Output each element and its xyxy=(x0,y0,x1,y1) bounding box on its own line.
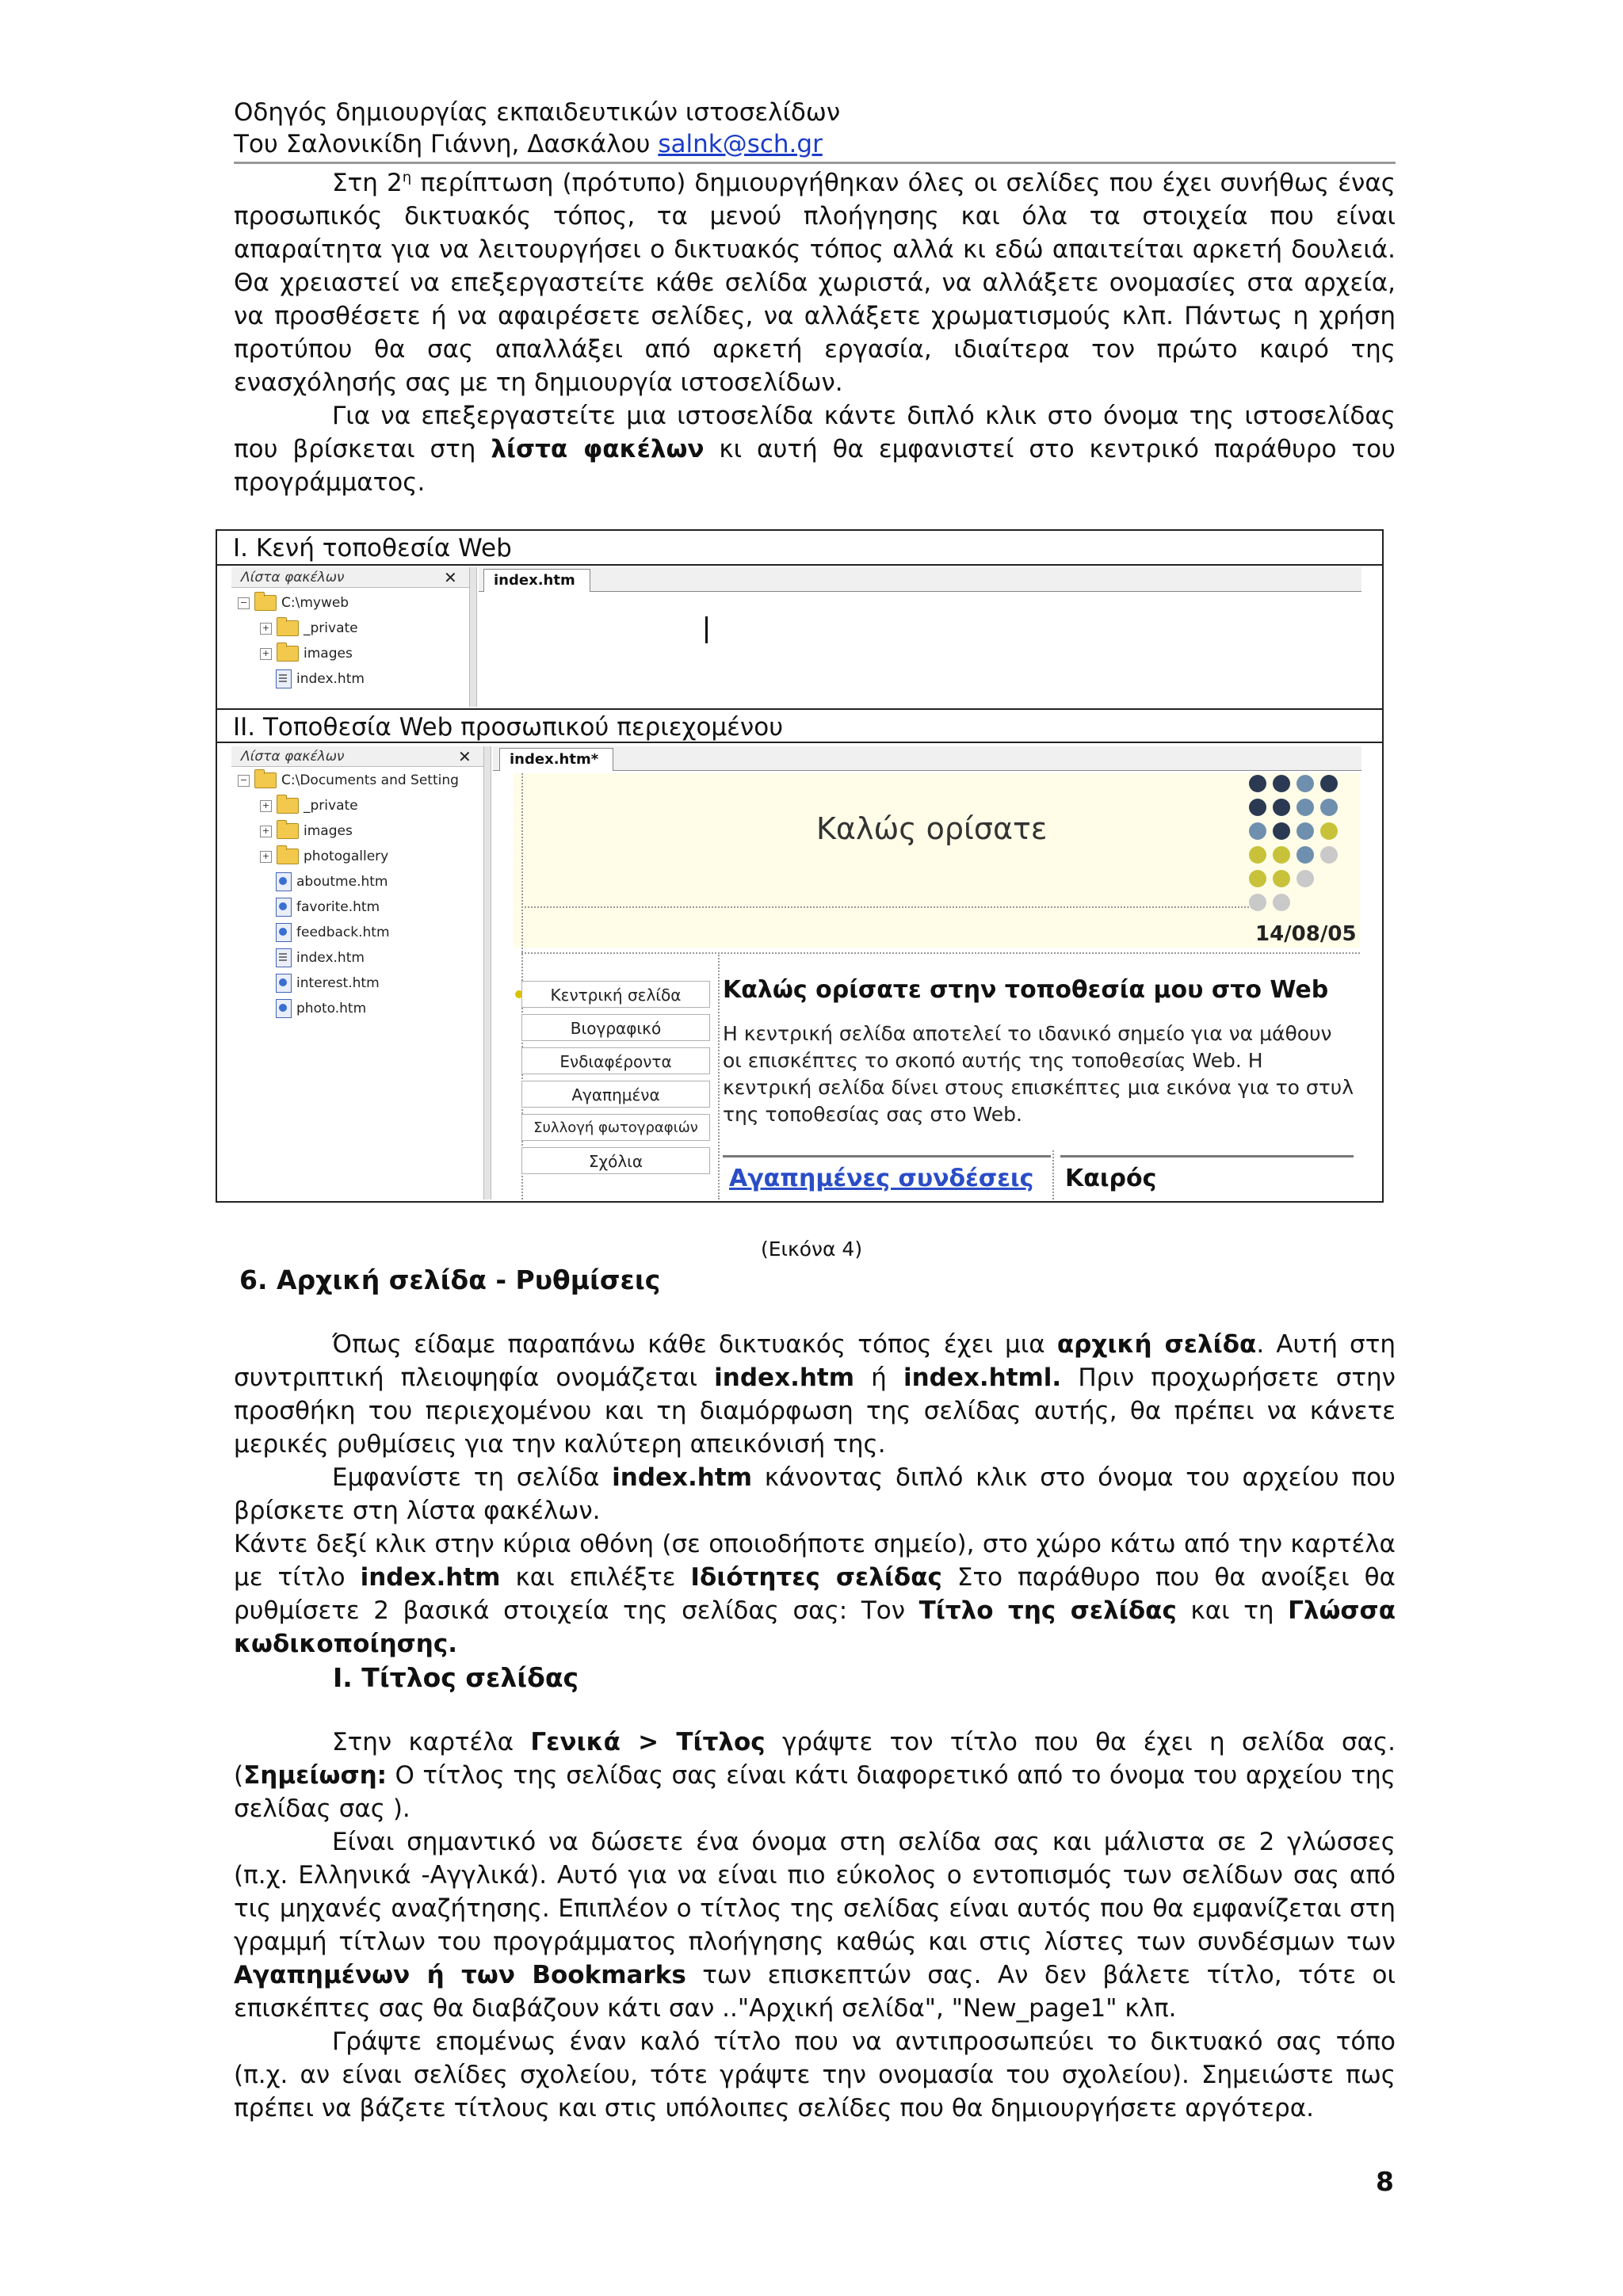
nav-interests[interactable]: Ενδιαφέροντα xyxy=(521,1047,710,1074)
page-number: 8 xyxy=(1376,2166,1394,2197)
folder-icon xyxy=(254,772,277,788)
folder-icon xyxy=(277,646,299,662)
tree-item-aboutme[interactable]: aboutme.htm xyxy=(276,870,388,894)
close-icon[interactable]: ✕ xyxy=(444,568,457,587)
section-title-text xyxy=(234,1726,1396,2125)
section-6-paragraph-3: Κάντε δεξί κλικ στην κύρια οθόνη (σε οποιοδήποτε σημείο), στο χώρο κάτω από την καρτέλα με τίτλο index.htm και επιλέξτε Ιδιότητες σελίδας Στο παράθυρο που θα ανοίξει θα ρυθμίσετε 2 βασικά στοιχεία της σελίδας σας: Τον Τίτλο της σελίδας και τη Γλώσσα κωδικοποίησης. xyxy=(234,1530,1396,1658)
layout-guide xyxy=(521,952,1360,954)
tree-item-images[interactable]: + images xyxy=(260,819,353,843)
close-icon[interactable]: ✕ xyxy=(458,747,472,766)
folder-list-panel-2 xyxy=(231,746,483,1199)
content-title: Καλώς ορίσατε στην τοποθεσία μου στο Web xyxy=(723,976,1329,1004)
nav-home[interactable]: Κεντρική σελίδα xyxy=(521,981,710,1008)
section-rule xyxy=(1060,1155,1354,1158)
tab-index[interactable]: index.htm xyxy=(483,569,590,592)
folder-icon xyxy=(277,823,299,839)
tree-item-root[interactable]: − C:\Documents and Setting xyxy=(238,769,459,792)
page-icon xyxy=(276,948,292,967)
section-title-heading: I. Τίτλος σελίδας xyxy=(333,1662,579,1693)
section-title-paragraph-1: Στην καρτέλα Γενικά > Τίτλος γράψτε τον τίτλο που θα έχει η σελίδα σας. (Σημείωση: Ο τίτλος της σελίδας σας είναι κάτι διαφορετικό από το όνομα του αρχείου της σελίδας σας ). xyxy=(234,1728,1396,1823)
nav-biography[interactable]: Βιογραφικό xyxy=(521,1014,710,1041)
editor-tabbar-2 xyxy=(493,746,1361,771)
weather-heading: Καιρός xyxy=(1065,1165,1157,1192)
folder-icon xyxy=(277,798,299,814)
figure-caption: (Εικόνα 4) xyxy=(761,1238,863,1261)
tree-item-index[interactable]: index.htm xyxy=(276,946,365,970)
web-page-preview xyxy=(514,773,1360,1199)
folder-list-title: Λίστα φακέλων xyxy=(231,567,469,588)
text-cursor xyxy=(705,616,708,643)
intro-paragraph-2: Για να επεξεργαστείτε μια ιστοσελίδα κάντε διπλό κλικ στο όνομα της ιστοσελίδας που βρίσκεται στη λίστα φακέλων κι αυτή θα εμφανιστεί στο κεντρικό παράθυρο του προγράμματος. xyxy=(234,402,1396,497)
screenshot-empty-site xyxy=(231,567,1365,707)
section-6-paragraph-1: Όπως είδαμε παραπάνω κάθε δικτυακός τόπος έχει μια αρχική σελίδα. Αυτή στη συντριπτική πλειοψηφία ονομάζεται index.htm ή index.html. Πριν προχωρήσετε στην προσθήκη του περιεχομένου και τη διαμόρφωση της σελίδας αυτής, θα πρέπει να κάνετε μερικές ρυθμίσεις για την καλύτερη απεικόνισή της. xyxy=(234,1330,1396,1459)
tree-item-root[interactable]: − C:\myweb xyxy=(238,591,349,615)
welcome-heading: Καλώς ορίσατε xyxy=(816,811,1048,846)
author-email-link[interactable]: salnk@sch.gr xyxy=(658,130,823,158)
figure-table xyxy=(216,529,1384,1203)
section-6-text xyxy=(234,1328,1396,1661)
section-title-paragraph-2: Είναι σημαντικό να δώσετε ένα όνομα στη σελίδα σας και μάλιστα σε 2 γλώσσες (π.χ. Ελληνικά -Αγγλικά). Αυτό για να είναι πιο εύκολος ο εντοπισμός των σελίδων σας από τις μηχανές αναζήτησης. Επιπλέον ο τίτλος της σελίδας είναι αυτός που θα εμφανίζεται στη γραμμή τίτλων του προγράμματος πλοήγησης καθώς και στις λίστες των συνδέσμων των Αγαπημένων ή των Bookmarks των επισκεπτών σας. Αν δεν βάλετε τίτλο, τότε οι επισκέπτες σας θα διαβάζουν κάτι σαν .."Αρχική σελίδα", "New_page1" κλπ. xyxy=(234,1828,1396,2023)
nav-photo-gallery[interactable]: Συλλογή φωτογραφιών xyxy=(521,1114,710,1141)
page-icon xyxy=(276,669,292,688)
folder-icon xyxy=(277,620,299,636)
intro-text xyxy=(234,166,1396,499)
page-icon xyxy=(276,974,292,993)
page-icon xyxy=(276,923,292,942)
header-rule xyxy=(234,162,1396,164)
section-title-paragraph-3: Γράψτε επομένως έναν καλό τίτλο που να αντιπροσωπεύει το δικτυακό σας τόπο (π.χ. αν είναι σελίδες σχολείου, τότε γράψτε την ονομασία του σχολείου). Σημειώστε πως πρέπει να βάζετε τίτλους και στις υπόλοιπες σελίδες που θα δημιουργήσετε αργότερα. xyxy=(234,2027,1396,2122)
tree-item-private[interactable]: + _private xyxy=(260,794,358,818)
section-6-heading: 6. Αρχική σελίδα - Ρυθμίσεις xyxy=(239,1264,661,1295)
tree-item-private[interactable]: + _private xyxy=(260,616,358,640)
header-author-text: Του Σαλονικίδη Γιάννη, Δασκάλου xyxy=(234,130,659,158)
layout-guide xyxy=(718,952,720,1199)
layout-guide xyxy=(521,906,1255,908)
panel-splitter-2[interactable] xyxy=(483,746,491,1199)
folder-icon xyxy=(254,595,277,611)
section-6-paragraph-2: Εμφανίστε τη σελίδα index.htm κάνοντας διπλό κλικ στο όνομα του αρχείου που βρίσκετε στη λίστα φακέλων. xyxy=(234,1463,1396,1525)
screenshot-personal-site xyxy=(231,746,1365,1199)
tab-index-modified[interactable]: index.htm* xyxy=(499,748,613,771)
nav-comments[interactable]: Σχόλια xyxy=(521,1147,710,1174)
editor-tabbar xyxy=(479,567,1361,592)
page-banner xyxy=(514,773,1360,948)
tree-item-feedback[interactable]: feedback.htm xyxy=(276,921,390,944)
intro-paragraph-1: Στη $2^\eta$ περίπτωση (πρότυπο) δημιουργήθηκαν όλες οι σελίδες που έχει συνήθως ένας προσωπικός δικτυακός τόπος, τα μενού πλοήγησης και όλα τα στοιχεία που είναι απαραίτητα για να λειτουργήσει ο δικτυακός τόπος αλλά κι εδώ απαιτείται αρκετή δουλειά. Θα χρειαστεί να επεξεργαστείτε κάθε σελίδα χωριστά, να αλλάξετε ονομασίες στα αρχεία, να προσθέσετε ή να αφαιρέσετε σελίδες, να αλλάξετε χρωματισμούς κλπ. Πάντως η χρήση προτύπου θα σας απαλλάξει από αρκετή εργασία, ιδιαίτερα τον πρώτο καιρό της ενασχόλησής σας με τη δημιουργία ιστοσελίδων. xyxy=(234,169,1396,397)
tree-item-favorite[interactable]: favorite.htm xyxy=(276,895,380,919)
tree-item-index[interactable]: index.htm xyxy=(276,667,365,691)
page-icon xyxy=(276,999,292,1018)
figure-label-personal-site: II. Τοποθεσία Web προσωπικού περιεχομένου xyxy=(217,708,1382,743)
tree-item-photogallery[interactable]: + photogallery xyxy=(260,845,388,868)
date-label: 14/08/05 xyxy=(1255,922,1357,946)
folder-list-panel xyxy=(231,567,469,707)
layout-guide xyxy=(1052,1150,1054,1199)
section-rule xyxy=(723,1155,1051,1158)
panel-splitter[interactable] xyxy=(469,567,477,707)
tree-item-images[interactable]: + images xyxy=(260,642,353,666)
header-title: Οδηγός δημιουργίας εκπαιδευτικών ιστοσελίδων xyxy=(234,98,841,127)
page-icon xyxy=(276,898,292,917)
folder-list-title-2: Λίστα φακέλων xyxy=(231,746,483,767)
figure-label-empty-site: I. Κενή τοποθεσία Web xyxy=(217,531,1382,566)
header-author xyxy=(234,128,1396,160)
page-header xyxy=(234,97,1396,160)
favorite-links-heading[interactable]: Αγαπημένες συνδέσεις xyxy=(729,1165,1034,1192)
nav-favorites[interactable]: Αγαπημένα xyxy=(521,1081,710,1108)
folder-icon xyxy=(277,849,299,864)
tree-item-photo[interactable]: photo.htm xyxy=(276,997,366,1020)
content-body: Η κεντρική σελίδα αποτελεί το ιδανικό σημείο για να μάθουν οι επισκέπτες το σκοπό αυτής της τοποθεσίας Web. Η κεντρική σελίδα δίνει στους επισκέπτες μια εικόνα για το στυλ της τοποθεσίας σας στο Web. xyxy=(723,1022,1354,1126)
tree-item-interest[interactable]: interest.htm xyxy=(276,971,380,995)
page-icon xyxy=(276,872,292,891)
